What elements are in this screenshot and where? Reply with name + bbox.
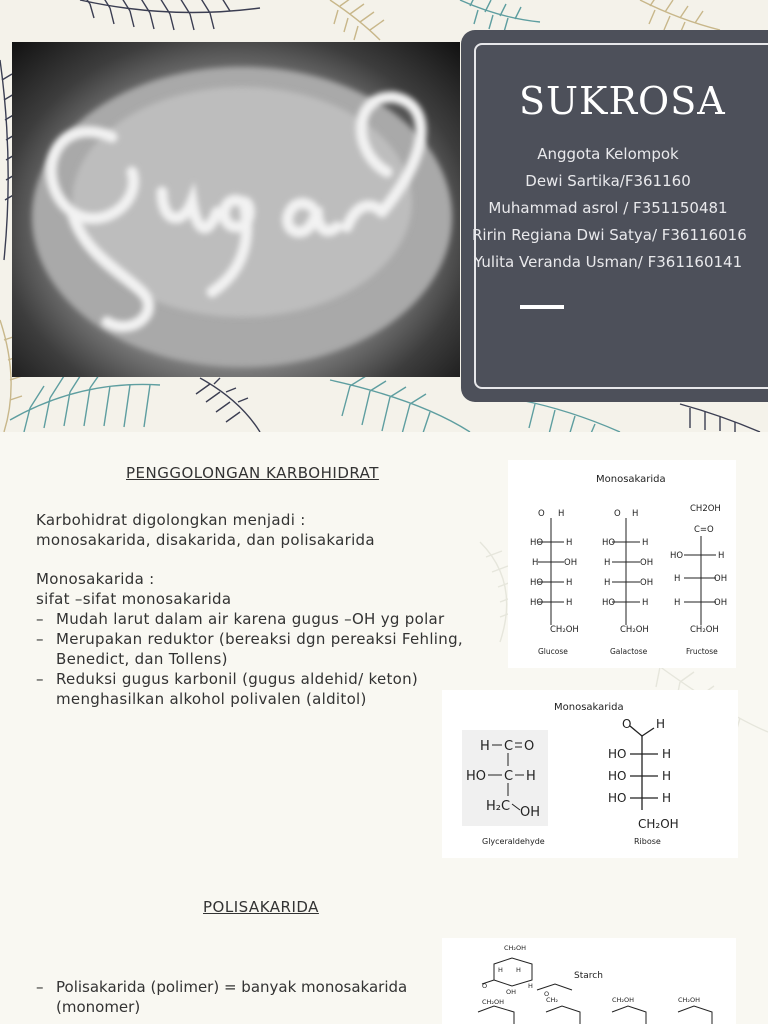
- member-name: Muhammad asrol / F351150481: [488, 199, 728, 217]
- svg-text:HO: HO: [602, 538, 616, 548]
- svg-text:HO: HO: [608, 769, 627, 783]
- svg-text:HO: HO: [608, 791, 627, 805]
- svg-text:CH₂: CH₂: [546, 996, 559, 1004]
- svg-text:CH₂OH: CH₂OH: [482, 998, 505, 1006]
- svg-text:O: O: [544, 990, 550, 998]
- svg-text:HO: HO: [608, 747, 627, 761]
- svg-text:H: H: [604, 578, 611, 588]
- svg-text:O: O: [482, 982, 488, 990]
- svg-text:HO: HO: [530, 538, 544, 548]
- section-heading: POLISAKARIDA: [203, 898, 319, 916]
- figure-label: Galactose: [610, 647, 648, 656]
- svg-text:H: H: [566, 578, 573, 588]
- svg-text:H: H: [526, 769, 536, 784]
- member-name: Ririn Regiana Dwi Satya/ F36116016: [472, 226, 747, 244]
- title-slide: [0, 0, 768, 432]
- content-slide: [0, 432, 768, 1024]
- svg-text:HO: HO: [670, 551, 684, 561]
- body-text: [36, 510, 496, 709]
- member-name: Dewi Sartika/F361160: [525, 172, 691, 190]
- fructose-carbonyl: C=O: [694, 525, 714, 535]
- figure-title: Monosakarida: [596, 474, 666, 485]
- monosaccharide-figure-2: [442, 690, 738, 858]
- svg-text:CH₂OH: CH₂OH: [678, 996, 701, 1004]
- figure-label: Ribose: [634, 837, 661, 846]
- title-underline: [520, 305, 564, 309]
- member-name: Yulita Veranda Usman/ F361160141: [473, 253, 743, 271]
- member-list: [472, 141, 747, 276]
- fischer-projections-small: [442, 690, 738, 858]
- svg-text:HO: HO: [530, 598, 544, 608]
- section-heading: PENGGOLONGAN KARBOHIDRAT: [126, 464, 379, 482]
- figure-label: Glyceraldehyde: [482, 837, 545, 846]
- title-card-border: [474, 43, 768, 389]
- svg-text:CH₂OH: CH₂OH: [504, 944, 527, 952]
- svg-text:H: H: [498, 966, 503, 974]
- svg-text:C: C: [504, 769, 514, 784]
- svg-text:H: H: [558, 509, 565, 519]
- figure-label: Starch: [574, 971, 603, 981]
- svg-text:CH₂OH: CH₂OH: [612, 996, 635, 1004]
- svg-text:H: H: [516, 966, 521, 974]
- svg-text:OH: OH: [640, 558, 654, 568]
- svg-text:OH: OH: [640, 578, 654, 588]
- svg-text:CH₂OH: CH₂OH: [550, 625, 579, 635]
- monosaccharide-figure-1: [508, 460, 736, 668]
- fischer-projections-hexoses: [508, 460, 736, 668]
- svg-text:H: H: [532, 558, 539, 568]
- svg-text:O: O: [614, 509, 621, 519]
- svg-text:O: O: [524, 739, 535, 754]
- list-item: – Reduksi gugus karbonil (gugus aldehid/ keton) menghasilkan alkohol polivalen (alditol): [36, 669, 496, 709]
- svg-text:H: H: [662, 747, 672, 761]
- svg-text:HO: HO: [466, 769, 487, 784]
- svg-text:H: H: [480, 739, 490, 754]
- svg-text:H: H: [674, 574, 681, 584]
- intro-line: monosakarida, disakarida, dan polisakarida: [36, 531, 375, 549]
- svg-text:HO: HO: [530, 578, 544, 588]
- svg-text:H: H: [604, 558, 611, 568]
- mono-subtitle: sifat –sifat monosakarida: [36, 590, 232, 608]
- svg-text:H: H: [662, 769, 672, 783]
- svg-text:CH₂OH: CH₂OH: [638, 817, 679, 831]
- svg-text:H: H: [642, 538, 649, 548]
- svg-text:OH: OH: [506, 988, 517, 996]
- poly-list: [36, 977, 476, 1017]
- figure-label: Fructose: [686, 647, 718, 656]
- figure-label: Glucose: [538, 647, 568, 656]
- svg-text:H: H: [566, 598, 573, 608]
- svg-text:HO: HO: [602, 598, 616, 608]
- sugar-lettering-image: [12, 42, 460, 377]
- svg-text:H: H: [674, 598, 681, 608]
- title-card: [461, 30, 768, 402]
- starch-structure: [442, 938, 736, 1024]
- fructose-top-group: CH2OH: [690, 504, 721, 514]
- list-item: – Merupakan reduktor (bereaksi dgn pereaksi Fehling, Benedict, dan Tollens): [36, 629, 496, 669]
- slide-title: SUKROSA: [519, 79, 726, 123]
- svg-text:O: O: [622, 717, 632, 731]
- svg-text:OH: OH: [714, 598, 728, 608]
- starch-figure: [442, 938, 736, 1024]
- members-heading: Anggota Kelompok: [537, 145, 679, 163]
- svg-text:H₂C: H₂C: [486, 799, 511, 814]
- intro-line: Karbohidrat digolongkan menjadi :: [36, 511, 306, 529]
- list-item: – Mudah larut dalam air karena gugus –OH yg polar: [36, 609, 496, 629]
- mono-title: Monosakarida :: [36, 570, 155, 588]
- property-list: [36, 609, 496, 709]
- svg-text:H: H: [642, 598, 649, 608]
- svg-text:H: H: [662, 791, 672, 805]
- svg-text:H: H: [566, 538, 573, 548]
- list-item: – Polisakarida (polimer) = banyak monosakarida (monomer): [36, 977, 476, 1017]
- svg-text:H: H: [632, 509, 639, 519]
- svg-text:O: O: [538, 509, 545, 519]
- svg-text:CH₂OH: CH₂OH: [620, 625, 649, 635]
- svg-text:OH: OH: [520, 805, 541, 820]
- sugar-photo: [12, 42, 460, 377]
- svg-text:OH: OH: [714, 574, 728, 584]
- svg-text:CH₂OH: CH₂OH: [690, 625, 719, 635]
- svg-text:H: H: [718, 551, 725, 561]
- svg-text:H: H: [528, 982, 533, 990]
- svg-text:H: H: [656, 717, 666, 731]
- svg-text:OH: OH: [564, 558, 578, 568]
- svg-text:C: C: [504, 739, 514, 754]
- figure-title: Monosakarida: [554, 702, 624, 713]
